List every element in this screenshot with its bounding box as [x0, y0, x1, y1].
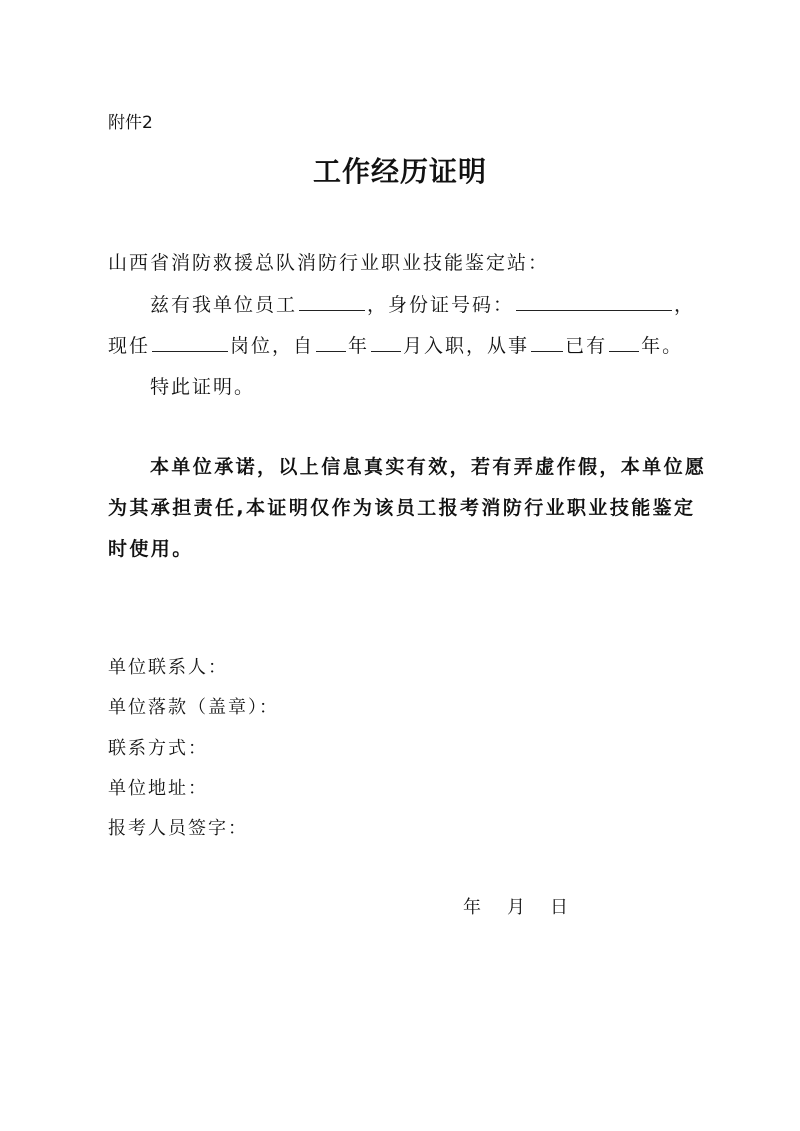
date-month: 月 — [507, 897, 525, 918]
employee-text-b: ，身份证号码： — [367, 294, 515, 316]
position-text-d: 月入职，从事 — [403, 335, 530, 357]
field-unit-address: 单位地址： — [108, 778, 208, 799]
years-blank[interactable] — [609, 350, 639, 352]
employee-name-blank[interactable] — [299, 309, 365, 311]
position-text-c: 年 — [348, 335, 370, 357]
commitment-line-3: 时使用。 — [108, 538, 194, 560]
commitment-line-1: 本单位承诺，以上信息真实有效，若有弄虚作假，本单位愿 — [150, 456, 707, 478]
certify-line: 特此证明。 — [150, 376, 256, 398]
position-text-e: 已有 — [565, 335, 608, 357]
field-unit-seal: 单位落款（盖章）： — [108, 697, 279, 718]
field-contact-method: 联系方式： — [108, 738, 208, 759]
start-year-blank[interactable] — [316, 350, 346, 352]
salutation: 山西省消防救援总队消防行业职业技能鉴定站： — [108, 252, 550, 274]
position-text-f: 年。 — [641, 335, 684, 357]
employee-line — [150, 290, 695, 317]
document-title: 工作经历证明 — [312, 155, 487, 188]
position-text-a: 现任 — [108, 335, 151, 357]
employee-text-c: ， — [674, 294, 696, 316]
field-contact-person: 单位联系人： — [108, 657, 228, 678]
date-year: 年 — [463, 897, 481, 918]
position-text-b: 岗位，自 — [230, 335, 315, 357]
field-applicant-signature: 报考人员签字： — [108, 818, 248, 839]
employee-text-a: 兹有我单位员工 — [150, 294, 298, 316]
id-number-blank[interactable] — [516, 309, 672, 311]
date-day: 日 — [550, 897, 568, 918]
position-blank[interactable] — [152, 350, 228, 352]
position-line — [108, 331, 683, 358]
attachment-label: 附件2 — [108, 113, 153, 133]
work-type-blank[interactable] — [531, 350, 563, 352]
start-month-blank[interactable] — [371, 350, 401, 352]
commitment-line-2: 为其承担责任,本证明仅作为该员工报考消防行业职业技能鉴定 — [108, 497, 696, 519]
